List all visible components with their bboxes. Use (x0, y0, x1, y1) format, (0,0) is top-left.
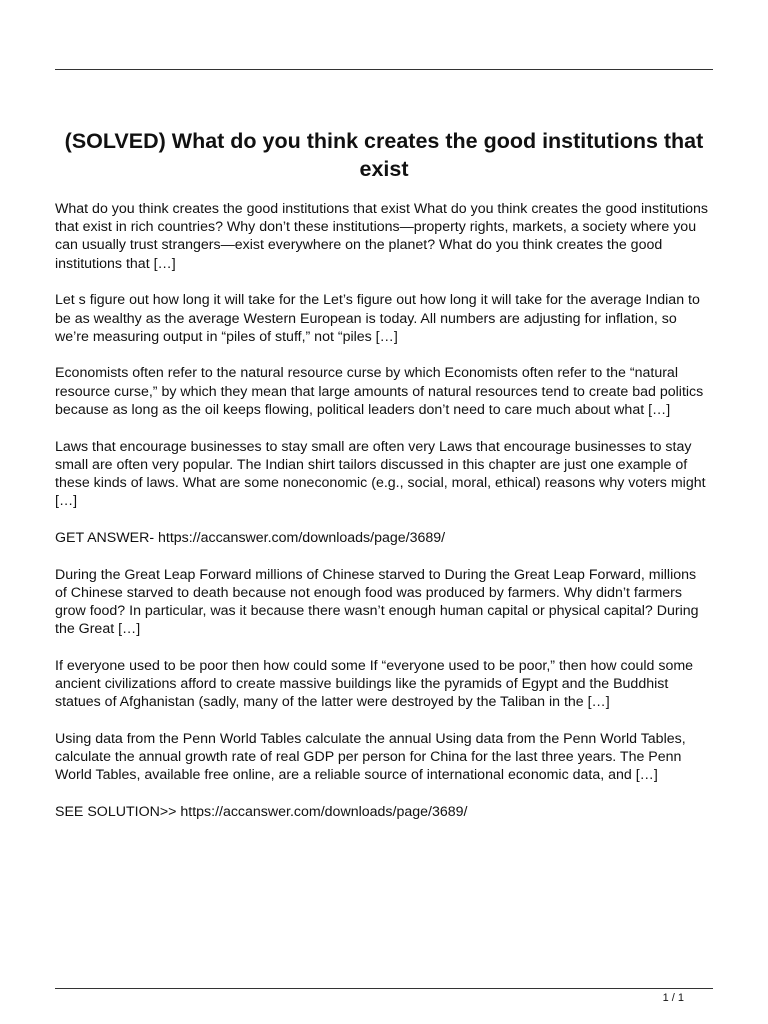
paragraph-institutions: What do you think creates the good institutions that exist What do you think creates the good institutions that exist in rich countries? Why don’t these institutions—property rights, markets, a society where you can usually trust strangers—exist everywhere on the planet? What do you think creates the good institutions that […] (55, 201, 708, 272)
document-title: (SOLVED) What do you think creates the good institutions that exist (64, 129, 704, 181)
paragraph-ancient-civilizations: If everyone used to be poor then how could some If “everyone used to be poor,” then how could some ancient civilizations afford to create massive buildings like the pyramids of Egypt and the Buddhist statues of Afghanistan (sadly, many of the latter were destroyed by the Taliban in the […] (55, 657, 694, 711)
footer-divider (55, 988, 713, 989)
paragraph-resource-curse: Economists often refer to the natural resource curse by which Economists often refer to the “natural resource curse,” by which they mean that large amounts of natural resources tend to create bad politics because as long as the oil keeps flowing, political leaders don’t need to care much about what […] (55, 365, 704, 418)
see-solution-link[interactable]: SEE SOLUTION>> https://accanswer.com/downloads/page/3689/ (55, 804, 468, 821)
header-divider (55, 69, 713, 70)
page-number: 1 / 1 (662, 992, 684, 1004)
paragraph-indian-wealth: Let s figure out how long it will take for the Let’s figure out how long it will take for the average Indian to be as wealthy as the average Western European is today. All numbers are adjusting for inflation, so we’re measuring output in “piles of stuff,” not “piles […] (55, 292, 700, 345)
get-answer-link[interactable]: GET ANSWER- https://accanswer.com/downloads/page/3689/ (55, 529, 446, 546)
paragraph-great-leap-forward: During the Great Leap Forward millions of Chinese starved to During the Great Leap Forward, millions of Chinese starved to death because not enough food was produced by farmers. Why didn’t farmers grow food? In particular, was it because there wasn’t enough human capital or physical capital? During the Great […] (55, 566, 699, 638)
paragraph-penn-world-tables: Using data from the Penn World Tables calculate the annual Using data from the Penn World Tables, calculate the annual growth rate of real GDP per person for China for the last three years. The Penn World Tables, available free online, are a reliable source of international economic data, and […] (55, 730, 686, 784)
document-body (55, 200, 711, 840)
paragraph-small-business-laws: Laws that encourage businesses to stay small are often very Laws that encourage businesses to stay small are often very popular. The Indian shirt tailors discussed in this chapter are just one example of these kinds of laws. What are some noneconomic (e.g., social, moral, ethical) reasons why voters might […] (55, 438, 706, 510)
